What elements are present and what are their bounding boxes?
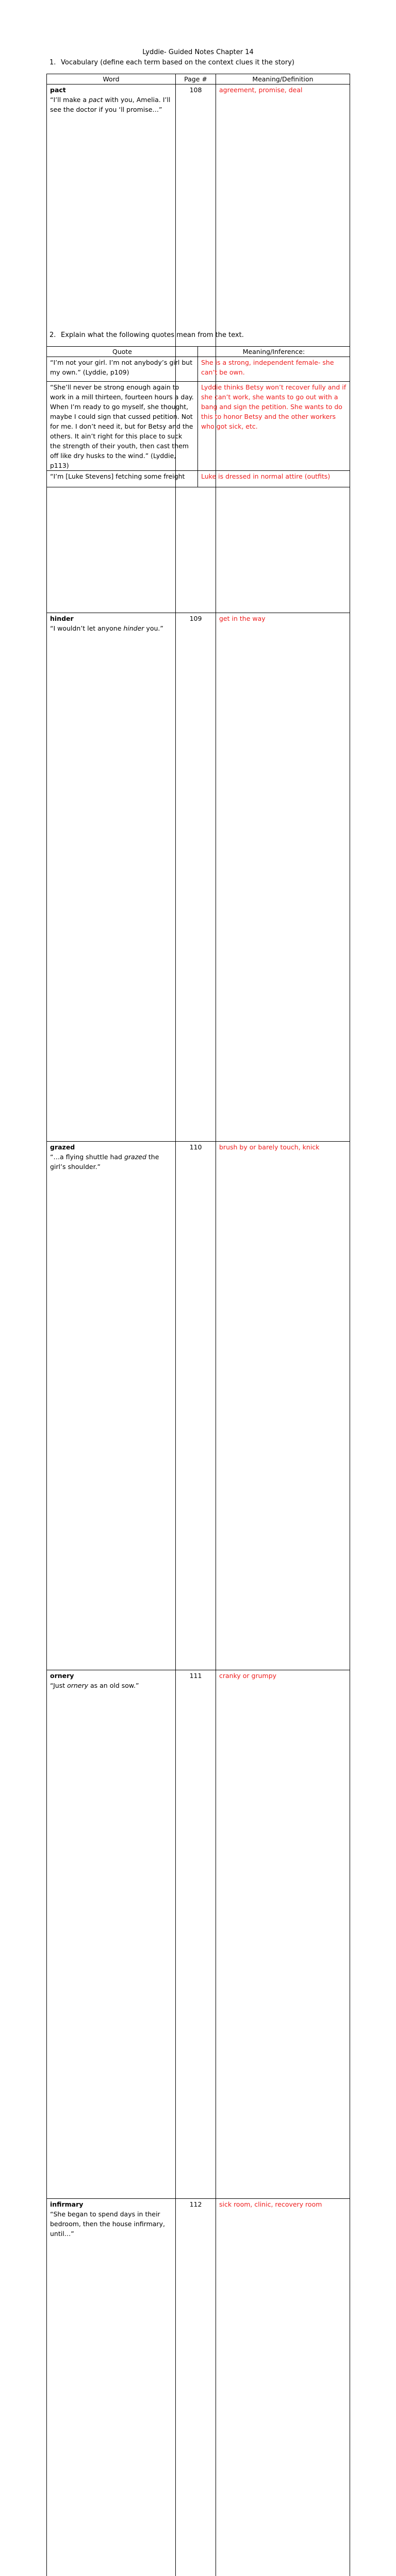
vocab-meaning-cell: sick room, clinic, recovery room xyxy=(216,2199,350,2576)
vocab-meaning-cell: get in the way xyxy=(216,613,350,1142)
quotes-header-inference: Meaning/Inference: xyxy=(198,347,350,357)
vocab-context: “I wouldn’t let anyone hinder you.” xyxy=(50,623,172,633)
vocab-word-cell xyxy=(47,1142,176,1670)
document-page xyxy=(0,0,396,528)
vocab-term: grazed xyxy=(50,1142,172,1152)
vocab-page-cell: 111 xyxy=(176,1670,216,2199)
vocab-context: “She began to spend days in their bedroom, then the house infirmary, until…” xyxy=(50,2209,172,2239)
inference-cell: Luke is dressed in normal attire (outfits) xyxy=(198,471,350,487)
vocab-meaning-cell: cranky or grumpy xyxy=(216,1670,350,2199)
vocab-term: pact xyxy=(50,85,172,95)
vocab-header-page: Page # xyxy=(176,74,216,84)
vocab-header-word: Word xyxy=(47,74,176,84)
vocab-meaning-cell: brush by or barely touch, knick xyxy=(216,1142,350,1670)
quote-cell: “I’m not your girl. I’m not anybody’s girl but my own.” (Lyddie, p109) xyxy=(47,357,198,382)
vocab-page-cell: 110 xyxy=(176,1142,216,1670)
vocab-row xyxy=(47,2199,350,2576)
inference-cell: Lyddie thinks Betsy won’t recover fully and if she can’t work, she wants to go out with a bang and sign the petition. She wants to do this to honor Betsy and the other workers who got sick, etc. xyxy=(198,382,350,471)
vocab-page-cell: 109 xyxy=(176,613,216,1142)
section-1-number: 1. xyxy=(50,58,61,67)
vocab-page-cell: 108 xyxy=(176,84,216,613)
quote-row xyxy=(47,382,350,471)
vocab-word-cell xyxy=(47,2199,176,2576)
vocab-context: “I’ll make a pact with you, Amelia. I’ll see the doctor if you ‘ll promise…” xyxy=(50,95,172,114)
vocab-row xyxy=(47,1670,350,2199)
section-1-heading xyxy=(50,58,294,67)
quotes-table xyxy=(46,346,350,487)
vocab-term: infirmary xyxy=(50,2199,172,2209)
section-2-number: 2. xyxy=(50,331,61,340)
vocab-term: hinder xyxy=(50,614,172,623)
section-2-heading xyxy=(50,331,244,340)
vocab-row xyxy=(47,1142,350,1670)
quote-row xyxy=(47,471,350,487)
vocab-header-meaning: Meaning/Definition xyxy=(216,74,350,84)
section-2-text: Explain what the following quotes mean from the text. xyxy=(61,331,244,339)
quotes-header-row xyxy=(47,347,350,357)
quote-row xyxy=(47,357,350,382)
quote-cell: “I’m [Luke Stevens] fetching some freight xyxy=(47,471,198,487)
vocab-page-cell: 112 xyxy=(176,2199,216,2576)
vocab-meaning-cell: agreement, promise, deal xyxy=(216,84,350,613)
vocab-context: “Just ornery as an old sow.” xyxy=(50,1681,172,1690)
document-title: Lyddie- Guided Notes Chapter 14 xyxy=(0,48,396,57)
inference-cell: She is a strong, independent female- she can’t be own. xyxy=(198,357,350,382)
section-1-text: Vocabulary (define each term based on the context clues it the story) xyxy=(61,59,294,66)
vocab-context: “…a flying shuttle had grazed the girl’s shoulder.” xyxy=(50,1152,172,1172)
quotes-header-quote: Quote xyxy=(47,347,198,357)
vocab-row xyxy=(47,613,350,1142)
quote-cell: “She’ll never be strong enough again to work in a mill thirteen, fourteen hours a day. When I’m ready to go myself, she thought, maybe I could sign that cussed petition. Not for me. I don’t need it, but for Betsy and the others. It ain’t right for this place to suck the strength of their youth, then cast them off like dry husks to the wind.” (Lyddie, p113) xyxy=(47,382,198,471)
vocab-term: ornery xyxy=(50,1671,172,1681)
vocab-header-row xyxy=(47,74,350,84)
vocab-word-cell xyxy=(47,1670,176,2199)
vocab-word-cell xyxy=(47,613,176,1142)
